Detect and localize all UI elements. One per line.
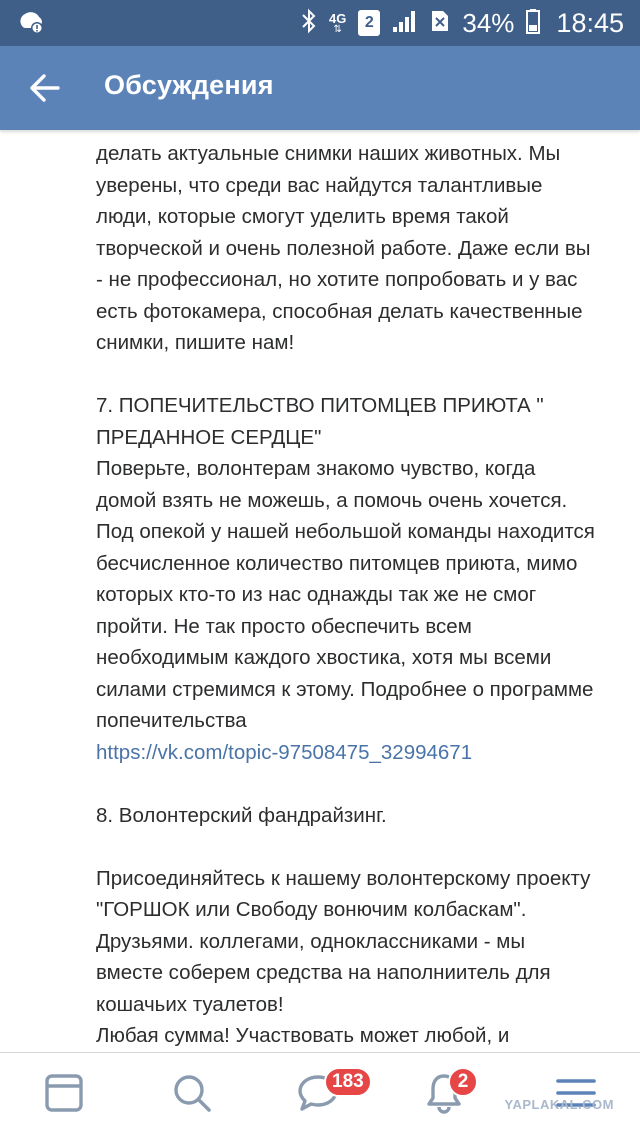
watermark: YAPLAKAL.COM	[504, 1097, 614, 1112]
nav-notifications-button[interactable]	[422, 1071, 469, 1115]
topic-link[interactable]: https://vk.com/topic-97508475_32994671	[96, 740, 473, 764]
post-paragraph: делать актуальные снимки наших животных. Мы уверены, что среди вас найдутся талантливые люди, которые смогут уделить время такой творческой и очень полезной работе. Даже если вы - не профессионал, но хотите попробовать и у вас есть фотокамера, способная делать качественные снимки, пишите нам!	[96, 142, 591, 354]
bluetooth-icon	[301, 8, 317, 39]
nav-news-button[interactable]	[42, 1071, 86, 1115]
clock: 18:45	[556, 7, 624, 38]
status-bar	[0, 0, 640, 46]
nav-messages-button[interactable]	[296, 1071, 364, 1115]
back-button[interactable]	[24, 66, 68, 110]
notifications-count-badge: 2	[448, 1067, 478, 1097]
search-icon	[170, 1071, 214, 1115]
network-type-icon: 4G ⇅	[329, 10, 347, 35]
post-paragraph: 8. Волонтерский фандрайзинг.	[96, 803, 387, 827]
battery-percent: 34%	[462, 7, 515, 38]
post-paragraph: Присоединяйтесь к нашему волонтерскому проекту "ГОРШОК или Свободу вонючим колбаскам". Друзьями. коллегами, одноклассниками - мы вместе соберем средства на наполниитель для кошачьих туалетов! Любая сумма! Участвовать может любой, и	[96, 866, 591, 1047]
bottom-navigation	[0, 1052, 640, 1139]
sim-missing-icon	[430, 8, 450, 39]
notification-icon	[18, 10, 46, 41]
post-body	[96, 138, 632, 1052]
arrow-left-icon	[24, 66, 68, 110]
app-header	[0, 46, 640, 130]
sim-card-icon: 2	[358, 10, 380, 36]
battery-icon	[526, 8, 540, 39]
page-title: Обсуждения	[104, 70, 274, 100]
post-paragraph: 7. ПОПЕЧИТЕЛЬСТВО ПИТОМЦЕВ ПРИЮТА " ПРЕДАННОЕ СЕРДЦЕ" Поверьте, волонтерам знакомо чувство, когда домой взять не можешь, а помочь очень хочется. Под опекой у нашей небольшой команды находится бесчисленное количество питомцев приюта, мимо которых кто-то из нас однажды так же не смог пройти. Не так просто обеспечить всем необходимым каждого хвостика, хотя мы всеми силами стремимся к этому. Подробнее о программе попечительства	[96, 394, 595, 732]
messages-count-badge: 183	[324, 1067, 372, 1097]
nav-search-button[interactable]	[170, 1071, 214, 1115]
signal-icon	[392, 9, 418, 38]
newsfeed-icon	[42, 1071, 86, 1115]
